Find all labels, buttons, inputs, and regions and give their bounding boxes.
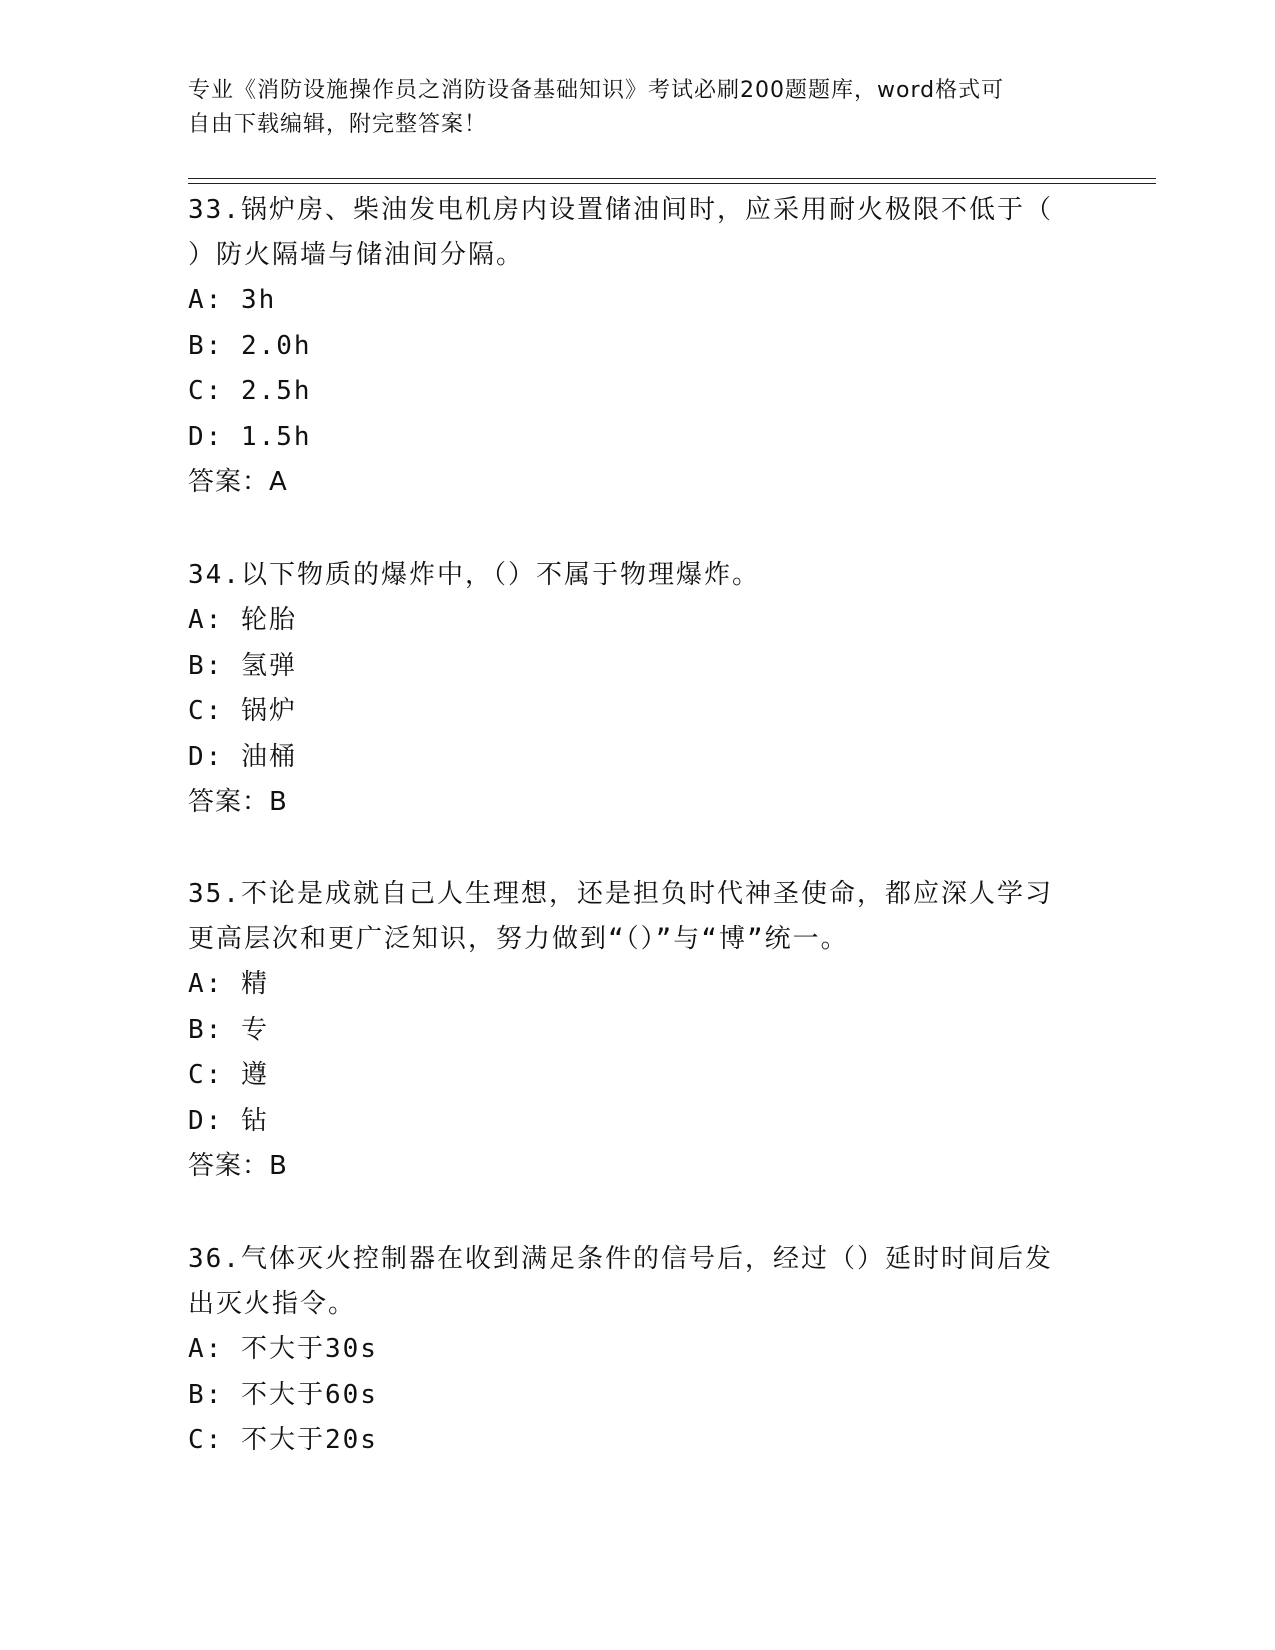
option-d: D: 钻 xyxy=(188,1105,269,1136)
header-line-2: 自由下载编辑，附完整答案！ xyxy=(188,112,488,137)
option-a: A: 轮胎 xyxy=(188,605,297,635)
option-c: C: 2.5h xyxy=(188,376,312,407)
question-stem-line-2: 更高层次和更广泛知识，努力做到“（）”与“博”统一。 xyxy=(188,924,849,954)
option-b: B: 2.0h xyxy=(188,330,312,361)
answer-text: 答案：B xyxy=(188,787,288,818)
option-c: C: 不大于20s xyxy=(188,1425,378,1456)
header-line-1: 专业《消防设施操作员之消防设备基础知识》考试必刷200题题库，word格式可 xyxy=(188,78,1005,103)
option-b: B: 专 xyxy=(188,1014,269,1045)
header-divider-bottom xyxy=(188,183,1156,184)
question-stem-line-2: ）防火隔墙与储油间分隔。 xyxy=(188,240,525,270)
option-a: A: 3h xyxy=(188,285,277,315)
question-stem-line-1: 33.锅炉房、柴油发电机房内设置储油间时，应采用耐火极限不低于（ xyxy=(188,195,1053,225)
document-header xyxy=(188,74,1068,142)
answer-text: 答案：B xyxy=(188,1151,288,1182)
answer-text: 答案：A xyxy=(188,467,288,498)
option-b: B: 氢弹 xyxy=(188,650,297,681)
header-divider-top xyxy=(188,178,1156,179)
option-b: B: 不大于60s xyxy=(188,1379,378,1410)
question-stem-line-1: 35.不论是成就自己人生理想，还是担负时代神圣使命，都应深人学习 xyxy=(188,879,1053,909)
question-33 xyxy=(188,188,1088,505)
question-stem-line-2: 出灭火指令。 xyxy=(188,1289,357,1319)
option-c: C: 锅炉 xyxy=(188,696,297,727)
question-34 xyxy=(188,553,1088,825)
question-stem-line-1: 34.以下物质的爆炸中，（）不属于物理爆炸。 xyxy=(188,560,760,590)
option-a: A: 不大于30s xyxy=(188,1334,378,1364)
option-a: A: 精 xyxy=(188,969,269,999)
option-c: C: 遵 xyxy=(188,1060,269,1091)
question-36 xyxy=(188,1237,1088,1464)
question-35 xyxy=(188,872,1088,1189)
option-d: D: 油桶 xyxy=(188,741,297,772)
question-stem-line-1: 36.气体灭火控制器在收到满足条件的信号后，经过（）延时时间后发 xyxy=(188,1244,1053,1274)
option-d: D: 1.5h xyxy=(188,421,312,452)
